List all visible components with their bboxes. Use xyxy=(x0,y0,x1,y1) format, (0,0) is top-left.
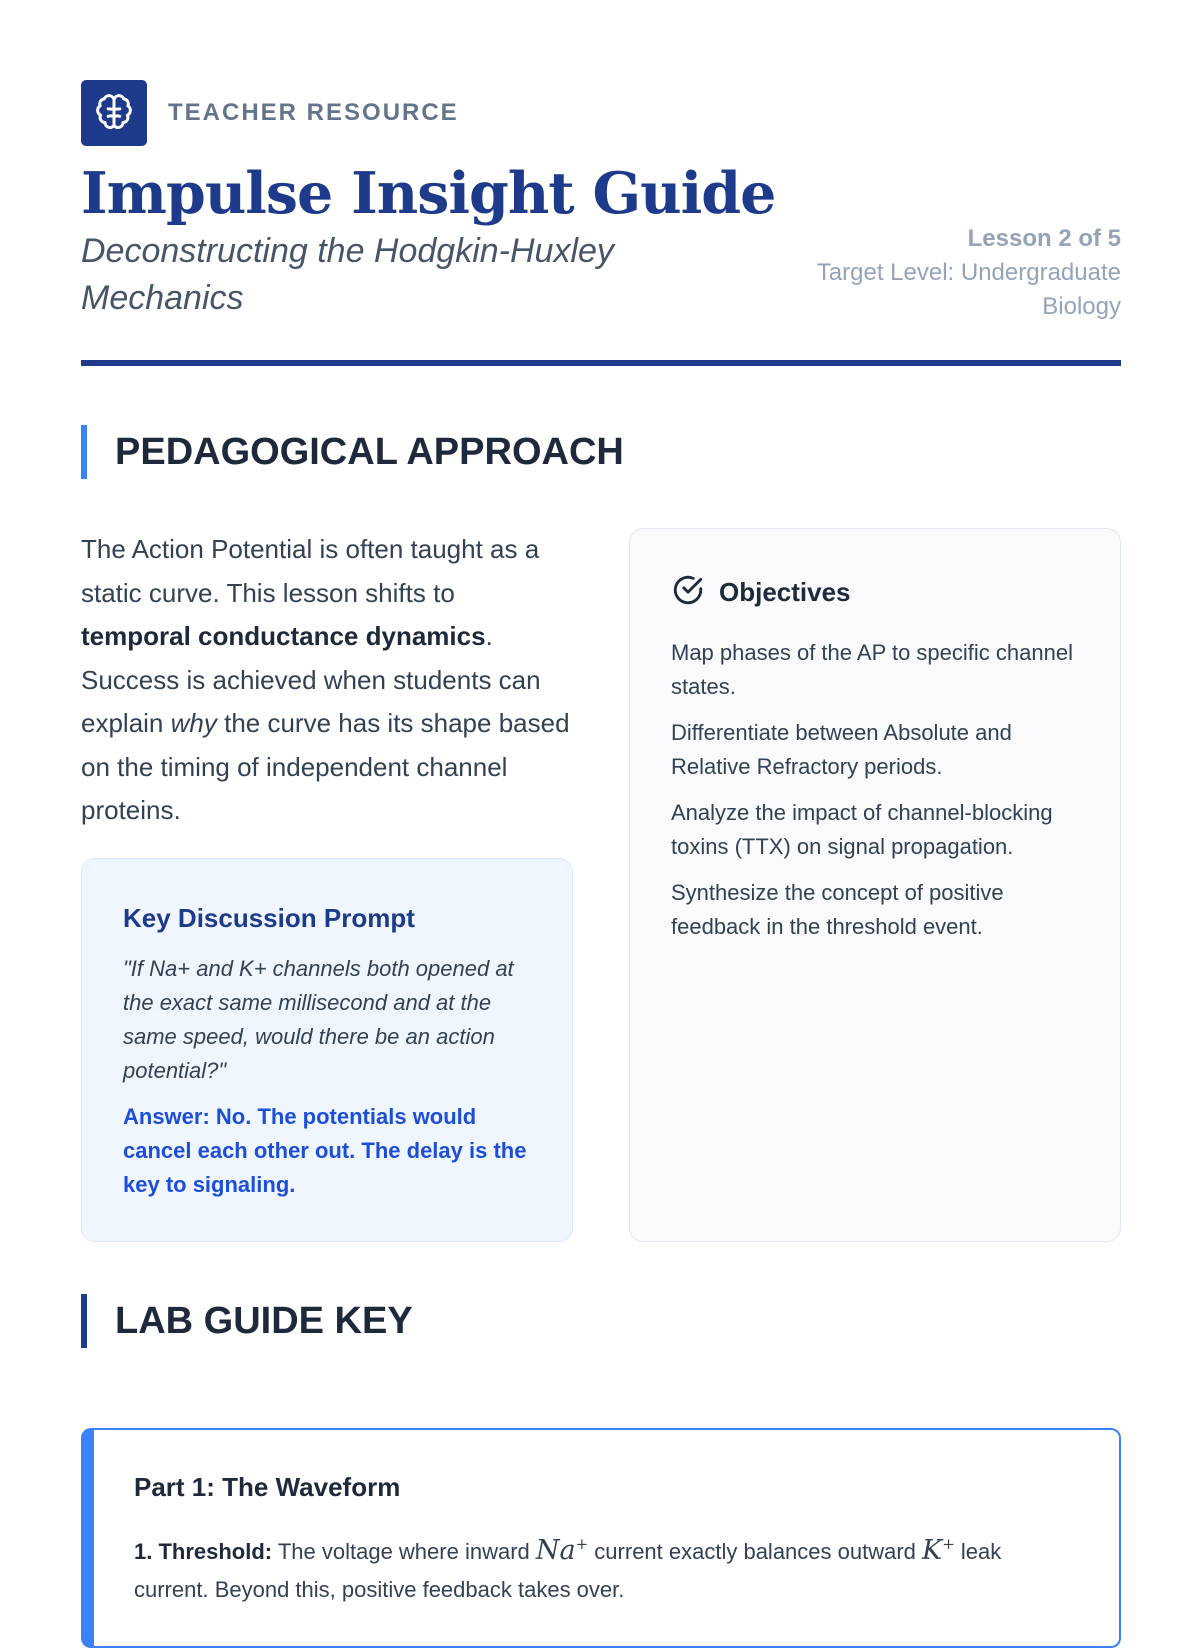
potassium-ion-symbol xyxy=(922,1535,955,1566)
section-title: PEDAGOGICAL APPROACH xyxy=(115,430,624,473)
ion-charge: + xyxy=(942,1535,955,1553)
section-accent-bar xyxy=(81,1294,87,1348)
header-divider xyxy=(81,360,1121,366)
objectives-header xyxy=(671,573,1080,612)
intro-text: The Action Potential is often taught as a static curve. This lesson shifts to xyxy=(81,534,540,608)
objectives-card xyxy=(629,528,1121,1242)
ion-charge: + xyxy=(575,1535,589,1553)
objectives-title: Objectives xyxy=(719,577,851,607)
ion-letters: K xyxy=(922,1535,943,1566)
objectives-list xyxy=(671,636,1080,943)
prompt-answer: Answer: No. The potentials would cancel each other out. The delay is the key to signaling. xyxy=(123,1104,527,1197)
section-title: LAB GUIDE KEY xyxy=(115,1299,413,1342)
intro-italic: why xyxy=(170,708,217,738)
check-circle-icon xyxy=(671,573,705,612)
lab-key-card xyxy=(81,1428,1121,1648)
lab-item-text: current exactly balances outward xyxy=(588,1539,923,1564)
lab-item-text: The voltage where inward xyxy=(272,1539,536,1564)
brain-icon xyxy=(81,80,147,146)
sodium-ion-symbol xyxy=(536,1535,588,1566)
target-level: Target Level: Undergraduate Biology xyxy=(816,259,1121,320)
lab-item-text: leak current. Beyond this, positive feedback takes over. xyxy=(134,1539,1002,1602)
page-title: Impulse Insight Guide xyxy=(81,160,776,227)
intro-paragraph xyxy=(81,528,571,833)
section-heading-lab xyxy=(81,1294,413,1348)
prompt-quote: "If Na+ and K+ channels both opened at the exact same millisecond and at the same speed, would there be an action potential?" xyxy=(123,956,514,1083)
lab-part-title: Part 1: The Waveform xyxy=(134,1472,401,1502)
intro-text: the curve has its shape based on the timing of independent channel proteins. xyxy=(81,708,570,825)
lab-item-threshold xyxy=(134,1525,1079,1609)
lab-item-label: 1. Threshold: xyxy=(134,1539,273,1564)
lesson-meta xyxy=(781,222,1121,324)
ion-letters: Na xyxy=(535,1535,576,1566)
objective-item: Synthesize the concept of positive feedback in the threshold event. xyxy=(671,880,1004,939)
resource-kicker: TEACHER RESOURCE xyxy=(168,99,459,126)
prompt-title: Key Discussion Prompt xyxy=(123,903,415,933)
objective-item: Map phases of the AP to specific channel states. xyxy=(671,640,1073,699)
intro-text: . Success is achieved when students can explain xyxy=(81,621,541,738)
discussion-prompt-card xyxy=(81,858,573,1242)
objective-item: Analyze the impact of channel-blocking toxins (TTX) on signal propagation. xyxy=(671,800,1053,859)
page-subtitle: Deconstructing the Hodgkin-Huxley Mechanics xyxy=(81,232,614,317)
intro-emphasis: temporal conductance dynamics xyxy=(81,621,486,651)
lesson-number: Lesson 2 of 5 xyxy=(967,225,1121,252)
objective-item: Differentiate between Absolute and Relative Refractory periods. xyxy=(671,720,1012,779)
brand xyxy=(81,80,459,146)
section-accent-bar xyxy=(81,425,87,479)
section-heading-pedagogy xyxy=(81,425,624,479)
